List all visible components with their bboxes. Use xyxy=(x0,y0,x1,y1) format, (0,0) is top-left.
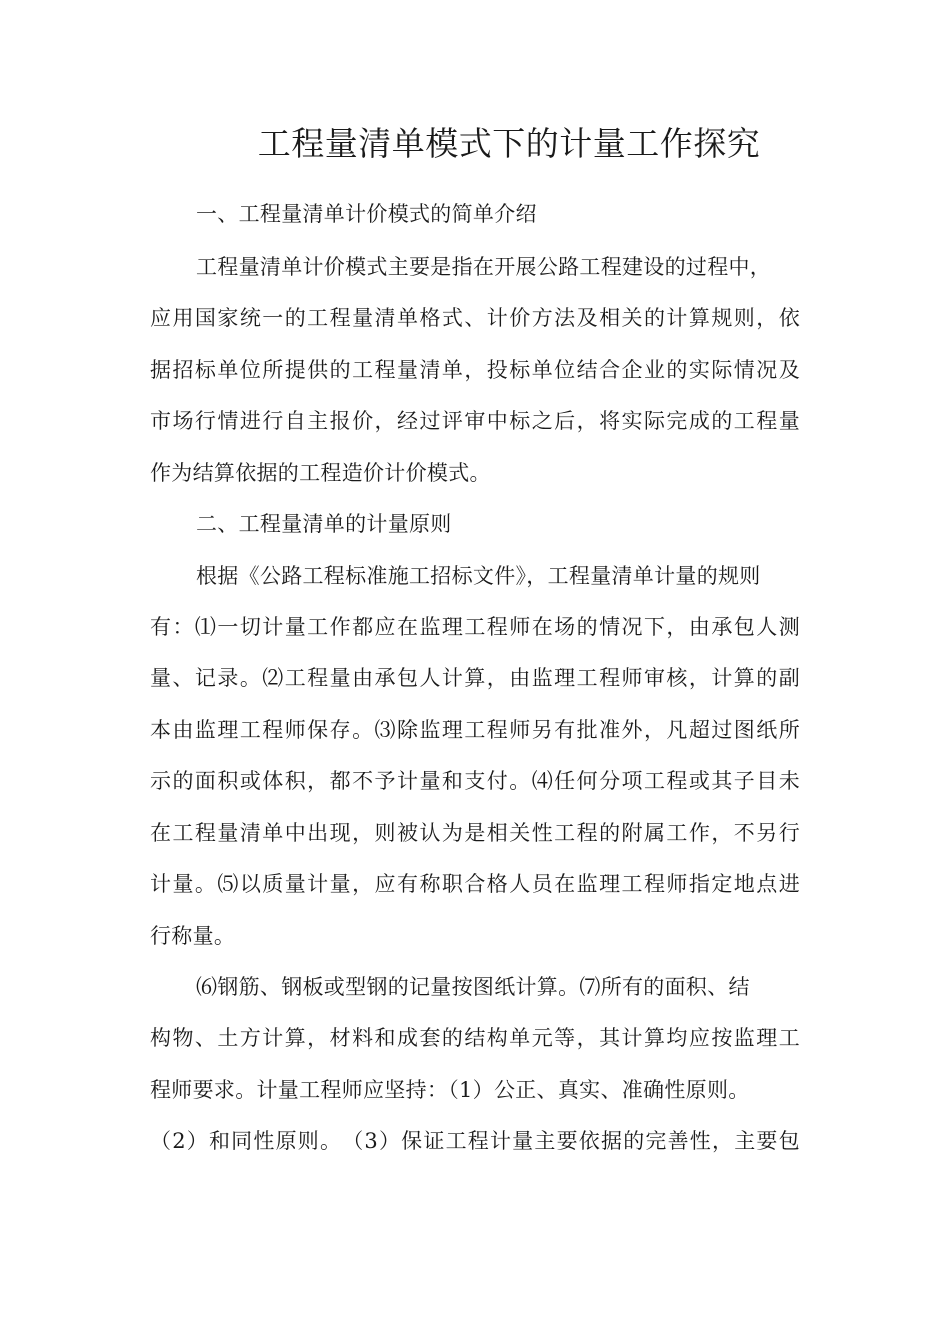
paragraph-line: 在 工 程 量 清 单 中 出 现 ， 则 被 认 为 是 相 关 性 工 程 的 附 属 工 作 ， 不 另 行 xyxy=(150,821,800,845)
paragraph-line: （ 2 ） 和 同 性 原 则 。 （ 3 ） 保 证 工 程 计 量 主 要 依 据 的 完 善 性 ， 主 要 包 xyxy=(150,1129,800,1153)
paragraph-line: 行称量。 xyxy=(150,924,236,948)
paragraph-line: 计 量 。 ⑸ 以 质 量 计 量 ， 应 有 称 职 合 格 人 员 在 监 理 工 程 师 指 定 地 点 进 xyxy=(150,872,800,896)
paragraph-line: 作为结算依据的工程造价计价模式。 xyxy=(150,461,491,485)
paragraph-line: 应 用 国 家 统 一 的 工 程 量 清 单 格 式 、 计 价 方 法 及 相 关 的 计 算 规 则 ， 依 xyxy=(150,306,800,330)
document-title: 工程量清单模式下的计量工作探究 xyxy=(257,124,761,163)
paragraph-line: ⑹钢筋、钢板或型钢的记量按图纸计算。⑺所有的面积、结 xyxy=(196,975,750,999)
paragraph-line: 工程量清单计价模式主要是指在开展公路工程建设的过程中， xyxy=(196,255,772,279)
paragraph-line: 构 物 、 土 方 计 算 ， 材 料 和 成 套 的 结 构 单 元 等 ， 其 计 算 均 应 按 监 理 工 xyxy=(150,1026,800,1050)
section-heading-2: 二、工程量清单的计量原则 xyxy=(196,512,452,536)
paragraph-line: 根据《公路工程标准施工招标文件》，工程量清单计量的规则 xyxy=(196,564,761,588)
paragraph-line: 据 招 标 单 位 所 提 供 的 工 程 量 清 单 ， 投 标 单 位 结 合 企 业 的 实 际 情 况 及 xyxy=(150,358,800,382)
paragraph-line: 市 场 行 情 进 行 自 主 报 价 ， 经 过 评 审 中 标 之 后 ， 将 实 际 完 成 的 工 程 量 xyxy=(150,409,800,433)
paragraph-line: 本 由 监 理 工 程 师 保 存 。 ⑶ 除 监 理 工 程 师 另 有 批 准 外 ， 凡 超 过 图 纸 所 xyxy=(150,718,800,742)
paragraph-line: 示 的 面 积 或 体 积 ， 都 不 予 计 量 和 支 付 。 ⑷ 任 何 分 项 工 程 或 其 子 目 未 xyxy=(150,769,800,793)
paragraph-line: 量 、 记 录 。 ⑵ 工 程 量 由 承 包 人 计 算 ， 由 监 理 工 程 师 审 核 ， 计 算 的 副 xyxy=(150,666,800,690)
section-heading-1: 一、工程量清单计价模式的简单介绍 xyxy=(196,202,537,226)
paragraph-line: 程师要求。计量工程师应坚持：（1）公正、真实、准确性原则。 xyxy=(150,1078,750,1102)
paragraph-line: 有 ： ⑴ 一 切 计 量 工 作 都 应 在 监 理 工 程 师 在 场 的 情 况 下 ， 由 承 包 人 测 xyxy=(150,615,800,639)
